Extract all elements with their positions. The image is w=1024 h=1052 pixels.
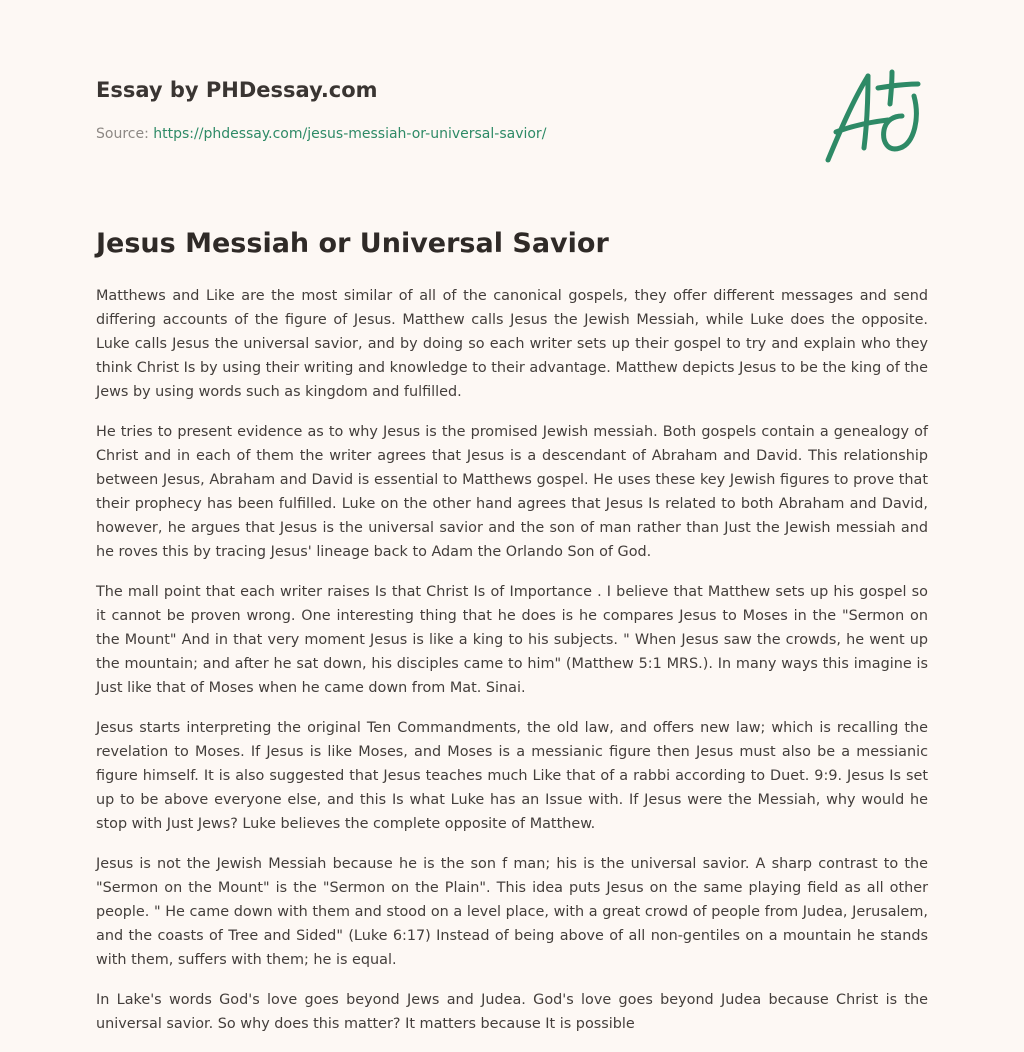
source-link[interactable]: https://phdessay.com/jesus-messiah-or-universal-savior/ <box>153 126 547 142</box>
essay-paragraph: Jesus is not the Jewish Messiah because he is the son f man; his is the universal savior. A sharp contrast to the "Sermon on the Mount" is the "Sermon on the Plain". This idea puts Jesus on the same playing field as all other people. " He came down with them and stood on a level place, with a great crowd of people from Judea, Jerusalem, and the coasts of Tree and Sided" (Luke 6:17) Instead of being above of all non-gentiles on a mountain he stands with them, suffers with them; he is equal. <box>96 856 928 968</box>
a-plus-logo-svg <box>818 66 930 166</box>
source-label: Source: <box>96 126 154 142</box>
essay-title: Jesus Messiah or Universal Savior <box>96 228 609 259</box>
site-title: Essay by PHDessay.com <box>96 78 378 102</box>
essay-paragraph: Jesus starts interpreting the original Ten Commandments, the old law, and offers new law; which is recalling the revelation to Moses. If Jesus is like Moses, and Moses is a messianic figure then Jesus must also be a messianic figure himself. It is also suggested that Jesus teaches much Like that of a rabbi according to Duet. 9:9. Jesus Is set up to be above everyone else, and this Is what Luke has an Issue with. If Jesus were the Messiah, why would he stop with Just Jews? Luke believes the complete opposite of Matthew. <box>96 720 928 832</box>
essay-paragraph: In Lake's words God's love goes beyond Jews and Judea. God's love goes beyond Judea because Christ is the universal savior. So why does this matter? It matters because It is possible <box>96 992 928 1032</box>
essay-paragraph: The mall point that each writer raises Is that Christ Is of Importance . I believe that Matthew sets up his gospel so it cannot be proven wrong. One interesting thing that he does is he compares Jesus to Moses in the "Sermon on the Mount" And in that very moment Jesus is like a king to his subjects. " When Jesus saw the crowds, he went up the mountain; and after he sat down, his disciples came to him" (Matthew 5:1 MRS.). In many ways this imagine is Just like that of Moses when he came down from Mat. Sinai. <box>96 584 928 696</box>
source-line <box>96 124 796 144</box>
essay-body <box>96 284 928 1052</box>
essay-header <box>96 76 796 144</box>
essay-paragraph: He tries to present evidence as to why Jesus is the promised Jewish messiah. Both gospels contain a genealogy of Christ and in each of them the writer agrees that Jesus is a descendant of Abraham and David. This relationship between Jesus, Abraham and David is essential to Matthews gospel. He uses these key Jewish figures to prove that their prophecy has been fulfilled. Luke on the other hand agrees that Jesus Is related to both Abraham and David, however, he argues that Jesus is the universal savior and the son of man rather than Just the Jewish messiah and he roves this by tracing Jesus' lineage back to Adam the Orlando Son of God. <box>96 424 928 560</box>
a-plus-logo-icon <box>818 66 930 166</box>
essay-paragraph: Matthews and Like are the most similar of all of the canonical gospels, they offer different messages and send differing accounts of the figure of Jesus. Matthew calls Jesus the Jewish Messiah, while Luke does the opposite. Luke calls Jesus the universal savior, and by doing so each writer sets up their gospel to try and explain who they think Christ Is by using their writing and knowledge to their advantage. Matthew depicts Jesus to be the king of the Jews by using words such as kingdom and fulfilled. <box>96 288 928 400</box>
